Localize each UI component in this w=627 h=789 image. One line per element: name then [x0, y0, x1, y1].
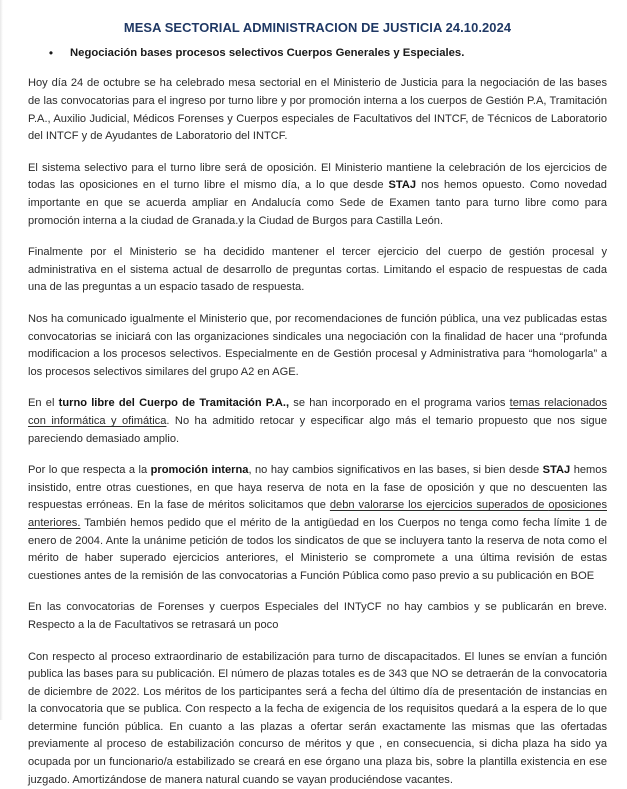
text-run: El sistema selectivo para el turno libre será de oposición. El Ministerio mantiene la celebración de los ejercicios de todas las oposiciones en el turno libre el mismo día, a lo que desde: [28, 161, 607, 192]
text-run: Por lo que respecta a la: [28, 464, 151, 477]
text-run: se han incorporado en el programa varios: [289, 397, 510, 410]
paragraph-7: [28, 599, 607, 634]
paragraph-6: [28, 462, 607, 585]
bullet-marker-icon: •: [48, 46, 54, 61]
paragraph-2: [28, 160, 607, 230]
text-run: Finalmente por el Ministerio se ha decidido mantener el tercer ejercicio del cuerpo de gestión procesal y administrativa en el sistema actual de desarrollo de preguntas cortas. Limitando el espacio de respuestas de cada una de las preguntas a un espacio tasado de respuesta.: [28, 246, 607, 294]
text-run: En el: [28, 397, 59, 410]
emphasis-bold: promoción interna: [150, 464, 249, 477]
emphasis-bold: turno libre del Cuerpo de Tramitación P.A.,: [58, 397, 290, 410]
text-run: También hemos pedido que el mérito de la antigüedad en los Cuerpos no tenga como fecha límite 1 de enero de 2004. Ante la unánime petición de todos los sindicatos de que se incluyera tanto la reserva de nota como el mérito de haber superado ejercicios anteriores, el Ministerio se compromete a una última revisión de estas cuestiones antes de la remisión de las convocatorias a Función Pública como paso previo a su publicación en BOE: [28, 516, 607, 582]
text-run: En las convocatorias de Forenses y cuerpos Especiales del INTyCF no hay cambios y se publicarán en breve. Respecto a la de Facultativos se retrasará un poco: [28, 601, 607, 631]
paragraph-5: [28, 395, 607, 448]
paragraph-8: [28, 649, 607, 789]
emphasis-bold: STAJ: [542, 464, 571, 477]
paragraph-4: [28, 311, 607, 381]
text-run: Con respecto al proceso extraordinario de estabilización para turno de discapacitados. El lunes se envían a función publica las bases para su publicación. El número de plazas totales es de 343 que NO se detraerán de la convocatoria de diciembre de 2022. Los méritos de los participantes será a fecha del último día de presentación de instancias en la convocatoria que se publica. Con respecto a la fecha de exigencia de los requisitos quedará a la espera de lo que determine función pública. En cuanto a las plazas a ofertar serán exactamente las mismas que las ofertadas previamente al proceso de estabilización concurso de méritos y que , en consecuencia, si dicha plaza ha sido ya ocupada por un funcionario/a estabilizado se creará en ese órgano una plaza bis, sobre la plantilla existencia en ese juzgado. Amortizándose de manera natural cuando se vayan produciéndose vacantes.: [28, 650, 607, 786]
text-run: , no hay cambios significativos en las bases, si bien desde: [248, 464, 543, 477]
text-run: nos hemos opuesto. Como novedad importante en que se acuerda ampliar en Andalucía como Sede de Examen tanto para turno libre como para promoción interna a la ciudad de Granada.y la Ciudad de Burgos para Castilla León.: [28, 179, 607, 227]
text-run: hemos insistido, entre otras cuestiones, en que haya reserva de nota en la fase de oposición y que no descuenten las respuestas erróneas. En la fase de méritos solicitamos que: [28, 464, 607, 512]
emphasis-underline: temas relacionados con informática y ofimática: [28, 397, 608, 427]
emphasis-underline: oposiciones anteriores.: [28, 499, 607, 529]
text-run: Hoy día 24 de octubre se ha celebrado mesa sectorial en el Ministerio de Justicia para la negociación de las bases de las convocatorias para el ingreso por turno libre y por promoción interna a los cuerpos de Gestión P.A, Tramitación P.A., Auxilio Judicial, Médicos Forenses y Cuerpos especiales de Facultativos del INTCF, de Técnicos de Laboratorio del INTCF y de Ayudantes de Laboratorio del INTCF.: [28, 77, 607, 143]
text-run: Nos ha comunicado igualmente el Ministerio que, por recomendaciones de función pública, una vez publicadas estas convocatorias se iniciará con las organizaciones sindicales una negociación con la finalidad de hacer una “profunda modificacion a los procesos selectivos. Especialmente en de Gestión procesal y Administrativa para “homologarla” a los procesos selectivos similares del grupo A2 en AGE.: [28, 313, 607, 378]
page-title: MESA SECTORIAL ADMINISTRACION DE JUSTICIA 24.10.2024: [123, 20, 512, 35]
paragraph-3: [28, 244, 607, 297]
bullet-list-item: [28, 46, 607, 61]
emphasis-underline: debn valorarse los ejercicios superados de: [329, 499, 549, 512]
emphasis-bold: STAJ: [388, 179, 417, 192]
text-run: . No ha admitido retocar y especificar algo más el temario propuesto que nos sigue pareciendo demasiado amplio.: [28, 414, 608, 445]
bullet-item-label: Negociación bases procesos selectivos Cuerpos Generales y Especiales.: [70, 47, 465, 60]
paragraph-1: [28, 75, 607, 145]
